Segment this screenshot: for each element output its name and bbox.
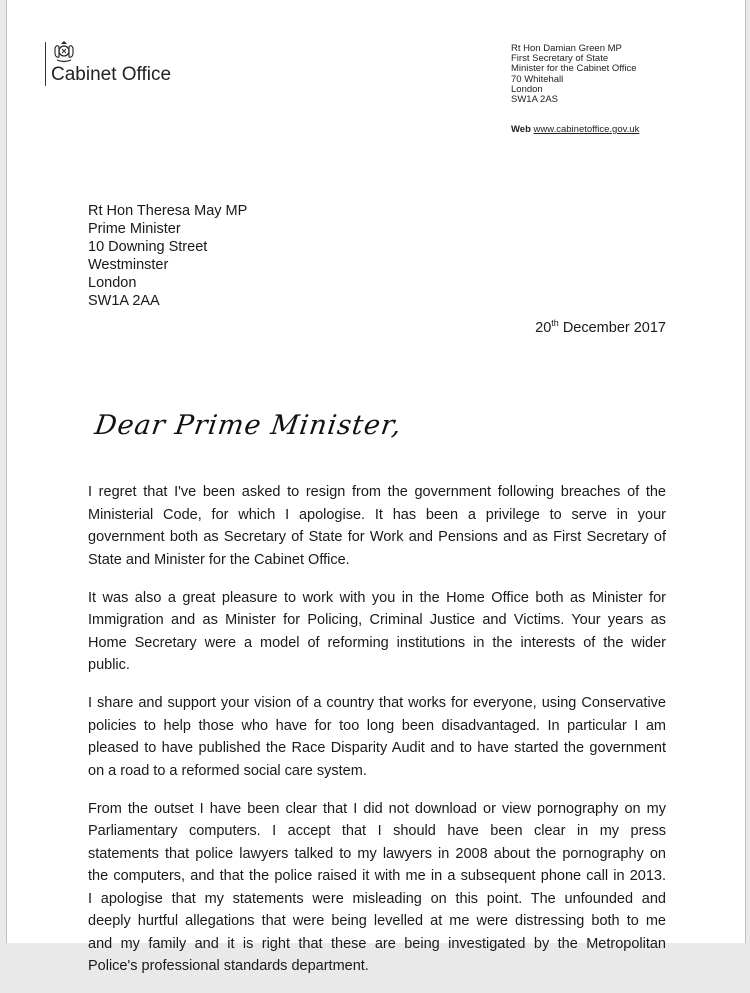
sender-line: Rt Hon Damian Green MP [511, 43, 622, 54]
paragraph-line: I share and support your vision of a country that works for everyone, using Conservative [88, 695, 666, 711]
paragraph-line: Police's professional standards department. [88, 958, 369, 974]
paragraph-line: on a road to a reformed social care system. [88, 762, 367, 779]
website-line [511, 124, 639, 135]
body-paragraph [88, 481, 666, 571]
date-suffix: th [551, 318, 559, 328]
sender-line: First Secretary of State [511, 53, 609, 65]
paragraph-line: and my family and it is right that these are being investigated by the Metropolitan [88, 935, 666, 952]
recipient-line: 10 Downing Street [88, 239, 208, 255]
paragraph-line: From the outset I have been clear that I did not download or view pornography on my [88, 800, 666, 817]
letter-body [88, 481, 666, 993]
letter-date [535, 318, 666, 336]
sender-line: 70 Whitehall [511, 73, 564, 85]
paragraph-line: Ministerial Code, for which I apologise. It has been a privilege to serve in your [88, 506, 666, 523]
recipient-address [88, 202, 247, 310]
paragraph-line: Immigration and as Minister for Policing, Criminal Justice and Victims. Your years as [88, 612, 666, 628]
paragraph-line: Home Secretary were a model of reforming institutions in the interests of the wider [88, 634, 666, 651]
recipient-line: Rt Hon Theresa May MP [88, 203, 248, 219]
sender-line: Minister for the Cabinet Office [511, 63, 637, 75]
paragraph-line: government both as Secretary of State for Work and Pensions and as First Secretary of [88, 529, 666, 545]
paragraph-line: public. [88, 657, 130, 673]
recipient-line: Prime Minister [88, 221, 181, 237]
date-day: 20 [535, 319, 552, 336]
royal-coat-of-arms-icon [51, 38, 77, 64]
handwritten-salutation: Dear Prime Minister, [92, 410, 404, 441]
paragraph-line: deeply hurtful allegations that were being levelled at me were distressing both to me [88, 913, 666, 929]
date-rest: December 2017 [562, 319, 666, 336]
paragraph-line: Parliamentary computers. I accept that I should have been clear in my press [88, 823, 666, 839]
recipient-line: Westminster [88, 257, 169, 273]
paragraph-line: It was also a great pleasure to work with you in the Home Office both as Minister for [88, 589, 666, 606]
paragraph-line: State and Minister for the Cabinet Office. [88, 551, 350, 568]
paragraph-line: policies to help those who have for too long been disadvantaged. In particular I am [88, 717, 666, 734]
sender-line: SW1A 2AS [511, 94, 558, 106]
paragraph-line: pleased to have published the Race Disparity Audit and to have started the government [88, 740, 666, 756]
sender-address [511, 44, 637, 105]
organisation-name: Cabinet Office [51, 64, 172, 85]
web-label: Web [511, 124, 531, 135]
body-paragraph [88, 587, 666, 677]
paragraph-line: the computers, and that the police raised it with me in a subsequent phone call in 2013. [88, 868, 666, 884]
recipient-line: SW1A 2AA [88, 293, 160, 309]
website-link[interactable]: www.cabinetoffice.gov.uk [533, 124, 640, 135]
sender-line: London [511, 83, 543, 95]
letterhead-divider [45, 42, 46, 86]
paragraph-line: I regret that I've been asked to resign from the government following breaches of the [88, 484, 666, 500]
body-paragraph [88, 692, 666, 782]
letter-page [6, 0, 746, 974]
body-paragraph [88, 798, 666, 978]
paragraph-line: I apologise that my statements were misleading on this point. The unfounded and [88, 890, 666, 907]
paragraph-line: statements that police lawyers talked to my lawyers in 2008 about the pornography on [88, 845, 666, 862]
recipient-line: London [88, 275, 137, 291]
